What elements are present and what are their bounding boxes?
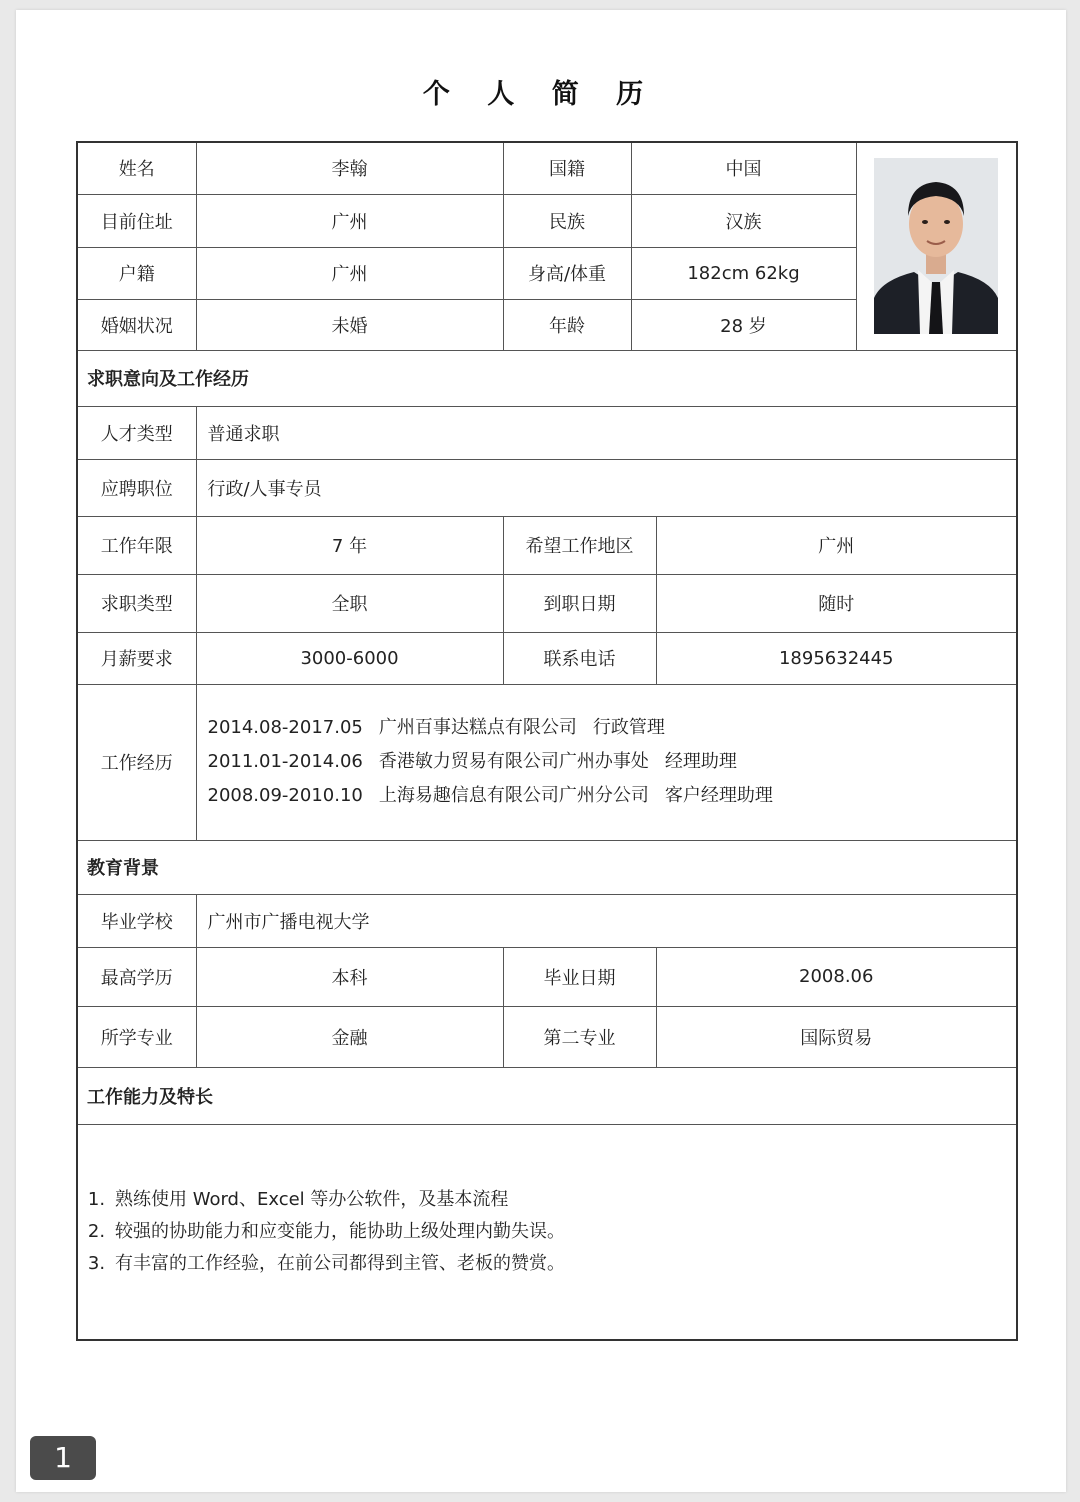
- name-value: 李翰: [196, 142, 503, 194]
- phone-label: 联系电话: [503, 632, 656, 684]
- skills-section-heading: 工作能力及特长: [77, 1067, 1017, 1124]
- school-label: 毕业学校: [77, 894, 196, 947]
- years-label: 工作年限: [77, 516, 196, 574]
- skill-item: [78, 1184, 1016, 1216]
- position-label: 应聘职位: [77, 459, 196, 516]
- page-number-badge[interactable]: 1: [30, 1436, 96, 1480]
- skill-number: 2.: [87, 1220, 106, 1242]
- person-portrait-icon: [874, 158, 998, 334]
- start-value: 随时: [656, 574, 1017, 632]
- job-section-heading: 求职意向及工作经历: [77, 350, 1017, 406]
- skill-text: 熟练使用 Word、Excel 等办公软件，及基本流程: [115, 1188, 509, 1210]
- work-period: 2008.09-2010.10: [207, 785, 363, 806]
- work-company: 广州百事达糕点有限公司: [378, 717, 577, 738]
- education-section-heading: 教育背景: [77, 840, 1017, 894]
- nationality-value: 中国: [631, 142, 856, 194]
- work-history-item: [208, 779, 1017, 813]
- skill-text: 较强的协助能力和应变能力，能协助上级处理内勤失误。: [115, 1220, 565, 1242]
- height-weight-label: 身高/体重: [503, 247, 631, 299]
- start-label: 到职日期: [503, 574, 656, 632]
- work-role: 经理助理: [664, 751, 737, 772]
- talent-type-value: 普通求职: [196, 406, 1017, 459]
- years-value: 7 年: [196, 516, 503, 574]
- name-label: 姓名: [77, 142, 196, 194]
- skill-item: [78, 1248, 1016, 1280]
- work-company: 上海易趣信息有限公司广州分公司: [378, 785, 649, 806]
- job-type-value: 全职: [196, 574, 503, 632]
- degree-label: 最高学历: [77, 947, 196, 1006]
- work-period: 2014.08-2017.05: [207, 717, 363, 738]
- page-title: 个 人 简 历: [422, 79, 658, 110]
- work-history-label: 工作经历: [77, 684, 196, 840]
- hukou-label: 户籍: [77, 247, 196, 299]
- region-label: 希望工作地区: [503, 516, 656, 574]
- skill-item: [78, 1216, 1016, 1248]
- work-role: 客户经理助理: [664, 785, 773, 806]
- address-value: 广州: [196, 194, 503, 247]
- ethnicity-value: 汉族: [631, 194, 856, 247]
- work-role: 行政管理: [592, 717, 665, 738]
- marital-label: 婚姻状况: [77, 299, 196, 350]
- work-history-list: [196, 684, 1017, 840]
- hukou-value: 广州: [196, 247, 503, 299]
- age-label: 年龄: [503, 299, 631, 350]
- profile-photo: [874, 158, 998, 334]
- work-history-item: [208, 711, 1017, 745]
- skill-text: 有丰富的工作经验，在前公司都得到主管、老板的赞赏。: [115, 1252, 565, 1274]
- work-history-item: [208, 745, 1017, 779]
- age-value: 28 岁: [631, 299, 856, 350]
- salary-value: 3000-6000: [196, 632, 503, 684]
- photo-cell: [856, 142, 1017, 350]
- second-major-value: 国际贸易: [656, 1006, 1017, 1067]
- skill-number: 1.: [87, 1188, 106, 1210]
- grad-date-label: 毕业日期: [503, 947, 656, 1006]
- talent-type-label: 人才类型: [77, 406, 196, 459]
- salary-label: 月薪要求: [77, 632, 196, 684]
- job-type-label: 求职类型: [77, 574, 196, 632]
- degree-value: 本科: [196, 947, 503, 1006]
- work-period: 2011.01-2014.06: [207, 751, 363, 772]
- address-label: 目前住址: [77, 194, 196, 247]
- major-value: 金融: [196, 1006, 503, 1067]
- work-company: 香港敏力贸易有限公司广州办事处: [378, 751, 649, 772]
- region-value: 广州: [656, 516, 1017, 574]
- height-weight-value: 182cm 62kg: [631, 247, 856, 299]
- grad-date-value: 2008.06: [656, 947, 1017, 1006]
- skills-list: [77, 1124, 1017, 1340]
- skill-number: 3.: [87, 1252, 106, 1274]
- ethnicity-label: 民族: [503, 194, 631, 247]
- nationality-label: 国籍: [503, 142, 631, 194]
- resume-table: [76, 141, 1018, 1341]
- marital-value: 未婚: [196, 299, 503, 350]
- school-value: 广州市广播电视大学: [196, 894, 1017, 947]
- major-label: 所学专业: [77, 1006, 196, 1067]
- phone-value: 1895632445: [656, 632, 1017, 684]
- position-value: 行政/人事专员: [196, 459, 1017, 516]
- second-major-label: 第二专业: [503, 1006, 656, 1067]
